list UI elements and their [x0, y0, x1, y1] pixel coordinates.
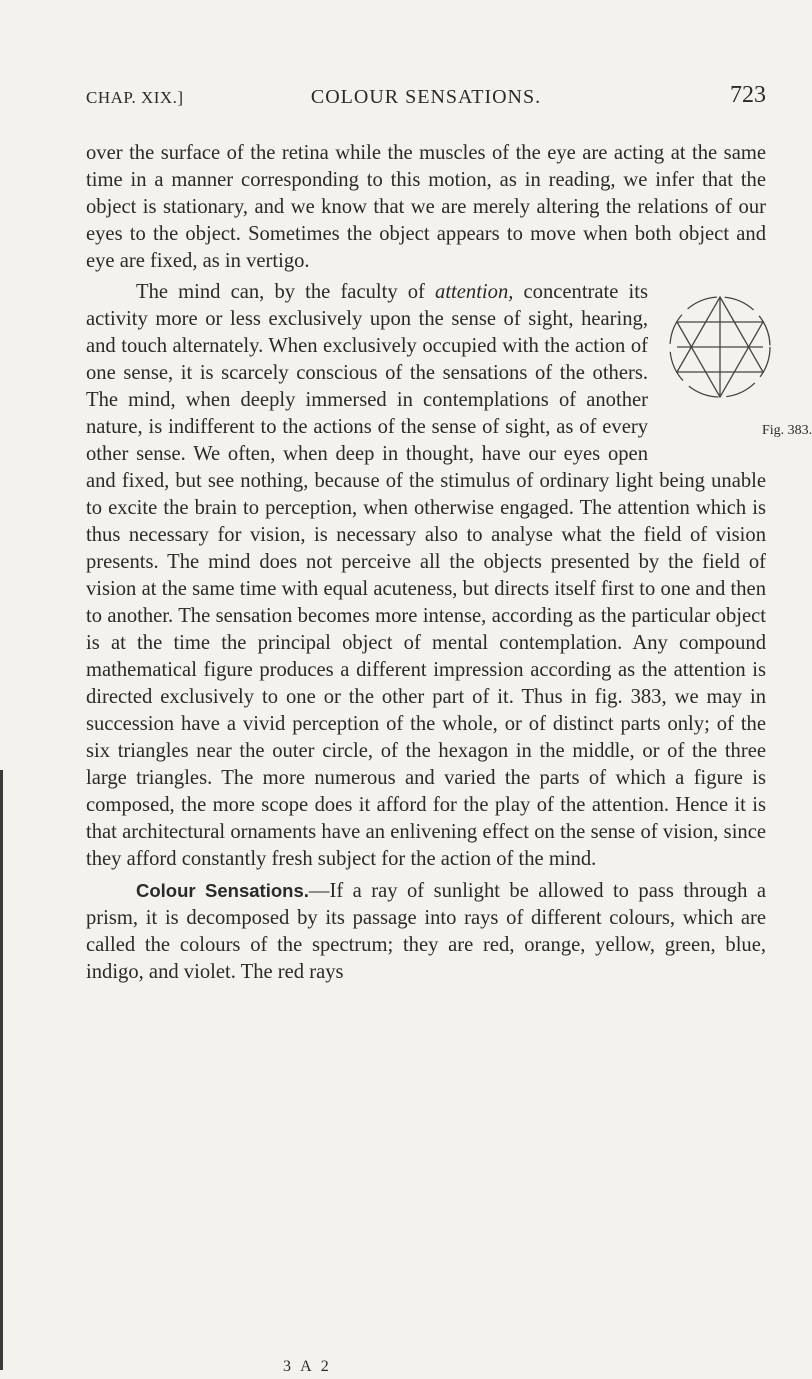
- page-edge-divider: [0, 770, 3, 1370]
- page-title: COLOUR SENSATIONS.: [310, 86, 542, 108]
- signature-mark: 3 A 2: [283, 1358, 332, 1375]
- chapter-label: CHAP. XIX.]: [86, 88, 184, 107]
- paragraph-attention-start: The mind can, by the faculty of: [136, 281, 436, 303]
- italic-term: attention,: [435, 281, 514, 303]
- figure-caption: Fig. 383.: [762, 423, 812, 438]
- paragraph-attention-rest: concentrate its activity more or less exclusively upon the sense of sight, hearing, and touch alternately. When exclusively occupied with the action of one sense, it is scarcely conscious of the sensations of the others. The mind, when deeply immersed in contemplations of another nature, is indifferent to the actions of the sense of sight, as of every other sense. We often, when deep in thought, have our eyes open and fixed, but see nothing, because of the stimulus of ordinary light being unable to excite the brain to perception, when otherwise engaged. The attention which is thus necessary for vision, is necessary also to analyse what the field of vision presents. The mind does not perceive all the objects presented by the field of vision at the same time with equal acuteness, but directs itself first to one and then to another. The sensation becomes more intense, according as the particular object is at the time the principal object of mental contemplation. Any compound mathematical figure produces a different impression according as the attention is directed exclusively to one or the other part of it. Thus in fig. 383, we may in succession have a vivid perception of the whole, or of distinct parts only; of the six triangles near the outer circle, of the hexagon in the middle, or of the three large triangles. The more numerous and varied the parts of which a figure is composed, the more scope does it afford for the play of the attention. Hence it is that architectural ornaments have an enlivening effect on the sense of vision, since they afford constantly fresh subject for the action of the mind.: [86, 281, 766, 870]
- paragraph-colour-body: —If a ray of sunlight be allowed to pass through a prism, it is decomposed by its passage into rays of different colours, which are called the colours of the spectrum; they are red, orange, yellow, green, blue, indigo, and violet. The red rays: [86, 880, 766, 983]
- paragraph-retina: over the surface of the retina while the muscles of the eye are acting at the same time in a manner corresponding to this motion, as in reading, we infer that the object is stationary, and we know that we are merely altering the relations of our eyes to the object. Sometimes the object appears to move when both object and eye are fixed, as in vertigo.: [86, 142, 766, 272]
- running-head: [86, 82, 766, 116]
- page-number: 723: [730, 82, 766, 108]
- figure-383: [664, 281, 812, 451]
- paragraph-attention: [86, 279, 812, 873]
- hexagram-circle-figure: [668, 281, 772, 413]
- body-text: [86, 140, 812, 986]
- section-heading: Colour Sensations.: [136, 880, 309, 901]
- paragraph-colour-sensations: [86, 877, 766, 986]
